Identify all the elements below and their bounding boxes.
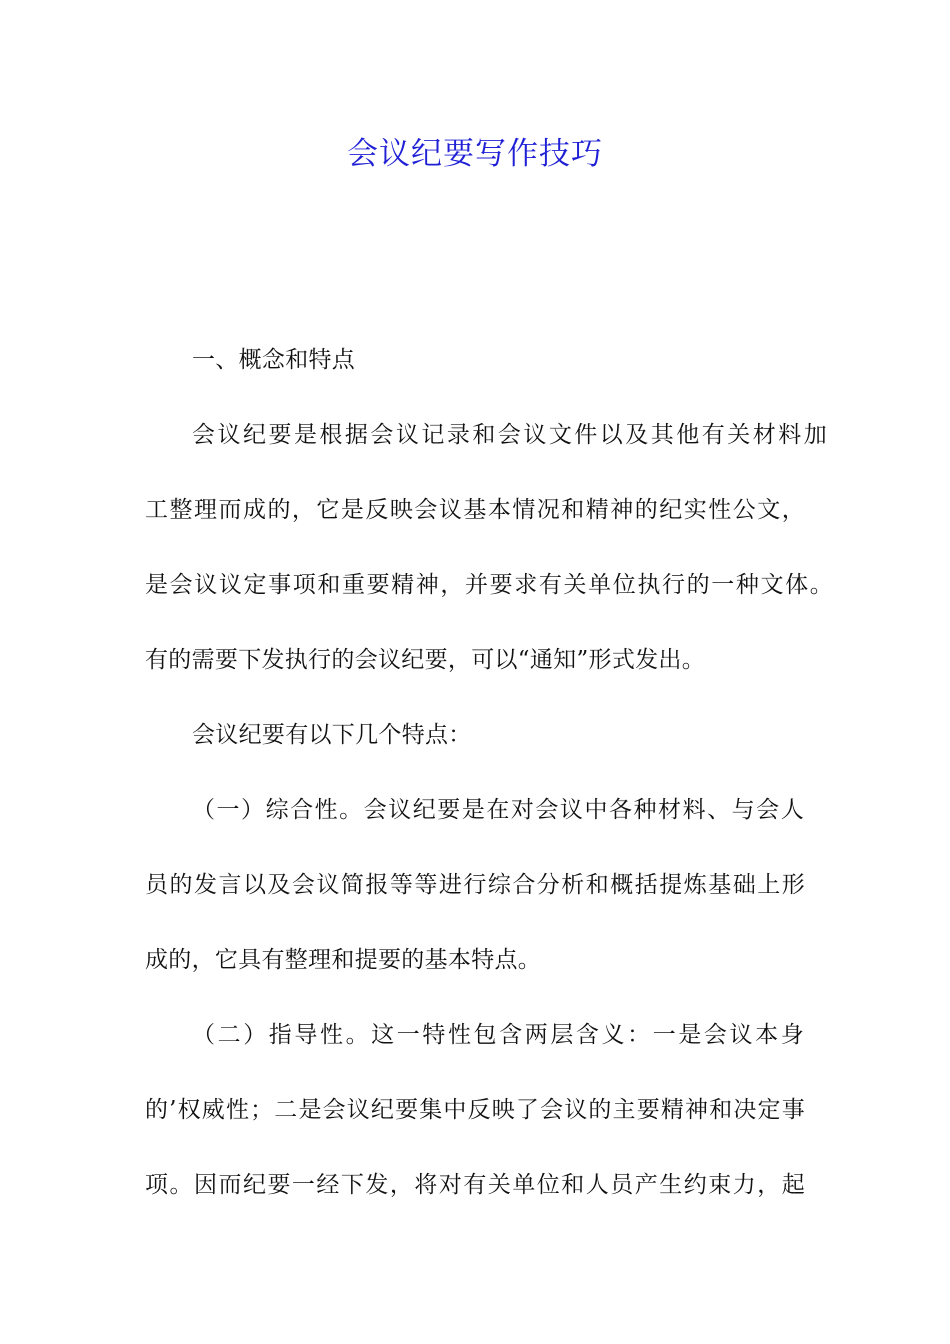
paragraph-line: 成的，它具有整理和提要的基本特点。 bbox=[145, 947, 542, 973]
paragraph-line: 会议纪要有以下几个特点： bbox=[192, 722, 472, 748]
paragraph-line: 员的发言以及会议简报等等进行综合分析和概括提炼基础上形 bbox=[145, 872, 805, 898]
paragraph-line: 工整理而成的，它是反映会议基本情况和精神的纪实性公文， bbox=[145, 497, 805, 523]
paragraph-line: 有的需要下发执行的会议纪要，可以“通知”形式发出。 bbox=[145, 647, 706, 673]
paragraph-line: 会议纪要是根据会议记录和会议文件以及其他有关材料加 bbox=[192, 422, 827, 448]
paragraph-line: （二）指导性。这一特性包含两层含义：一是会议本身 bbox=[192, 1022, 804, 1048]
document-title: 会议纪要写作技巧 bbox=[347, 136, 603, 172]
paragraph-line: 项。因而纪要一经下发，将对有关单位和人员产生约束力，起 bbox=[145, 1172, 805, 1198]
paragraph-line: （一）综合性。会议纪要是在对会议中各种材料、与会人 bbox=[192, 797, 804, 823]
section-heading: 一、概念和特点 bbox=[192, 347, 356, 373]
paragraph-line: 的’权威性；二是会议纪要集中反映了会议的主要精神和决定事 bbox=[145, 1097, 805, 1123]
paragraph-line: 是会议议定事项和重要精神，并要求有关单位执行的一种文体。 bbox=[145, 572, 833, 598]
